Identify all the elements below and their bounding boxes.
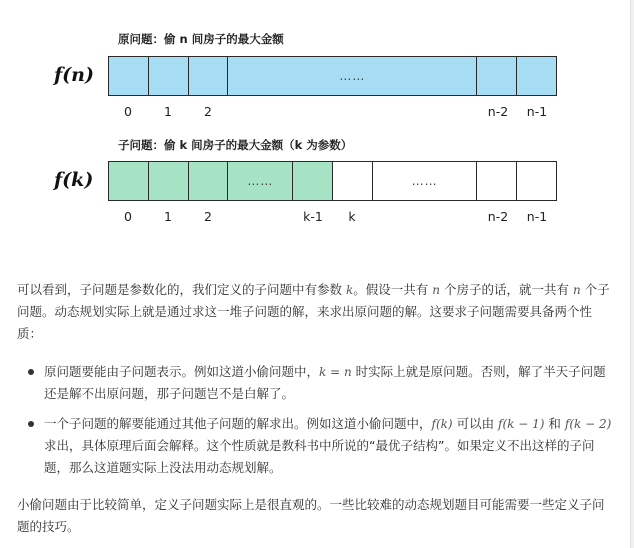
house-cell — [189, 162, 229, 200]
paragraph-subproblem-intro: 可以看到，子问题是参数化的，我们定义的子问题中有参数 k。假设一共有 n 个房子的话，就一共有 n 个子问题。动态规划实际上就是通过求这一堆子问题的解，来求出原问题的解。这要求子问题需要具备两个性质： — [17, 282, 610, 341]
house-cell — [517, 57, 556, 95]
index-label: 1 — [164, 209, 172, 224]
index-label: n-2 — [487, 209, 509, 224]
house-cell — [333, 162, 373, 200]
house-cell — [109, 57, 149, 95]
subproblem-houses — [108, 161, 557, 201]
original-problem-houses — [108, 56, 557, 96]
house-cell-ellipsis: …… — [373, 162, 478, 200]
paragraph-conclusion: 小偷问题由于比较简单，定义子问题实际上是很直观的。一些比较难的动态规划题目可能需要一些定义子问题的技巧。 — [17, 497, 605, 534]
index-label: 0 — [124, 104, 132, 119]
list-item: 一个子问题的解要能通过其他子问题的解求出。例如这道小偷问题中，f(k) 可以由 f(k − 1) 和 f(k − 2) 求出，具体原理后面会解释。这个性质就是教科书中所说的“最优子结构”。如果定义不出这样的子问题，那么这道题实际上没法用动态规划解。 — [25, 413, 615, 479]
index-label: 0 — [124, 209, 132, 224]
property-list — [25, 413, 615, 479]
house-cell — [149, 57, 189, 95]
house-cell-ellipsis: …… — [228, 162, 293, 200]
house-cell — [477, 162, 517, 200]
house-cell — [477, 57, 517, 95]
subproblem-caption: 子问题：偷 k 间房子的最大金额（k 为参数） — [118, 138, 353, 152]
scrollbar-track[interactable] — [630, 0, 634, 548]
house-cell — [293, 162, 333, 200]
function-label-fn: f(n) — [54, 64, 94, 86]
index-label: n-1 — [526, 104, 548, 119]
property-list — [25, 361, 615, 405]
index-label: k — [348, 209, 356, 224]
house-cell — [149, 162, 189, 200]
house-cell — [517, 162, 556, 200]
index-label: n-2 — [487, 104, 509, 119]
index-label: k-1 — [303, 209, 323, 224]
index-label: 1 — [164, 104, 172, 119]
index-label: 2 — [204, 104, 212, 119]
house-cell-ellipsis: …… — [228, 57, 477, 95]
function-label-fk: f(k) — [54, 169, 94, 191]
index-label: n-1 — [526, 209, 548, 224]
house-cell — [109, 162, 149, 200]
original-problem-caption: 原问题：偷 n 间房子的最大金额 — [118, 32, 284, 46]
index-label: 2 — [204, 209, 212, 224]
house-cell — [189, 57, 229, 95]
list-item: 原问题要能由子问题表示。例如这道小偷问题中，k = n 时实际上就是原问题。否则，解了半天子问题还是解不出原问题，那子问题岂不是白解了。 — [25, 361, 615, 405]
